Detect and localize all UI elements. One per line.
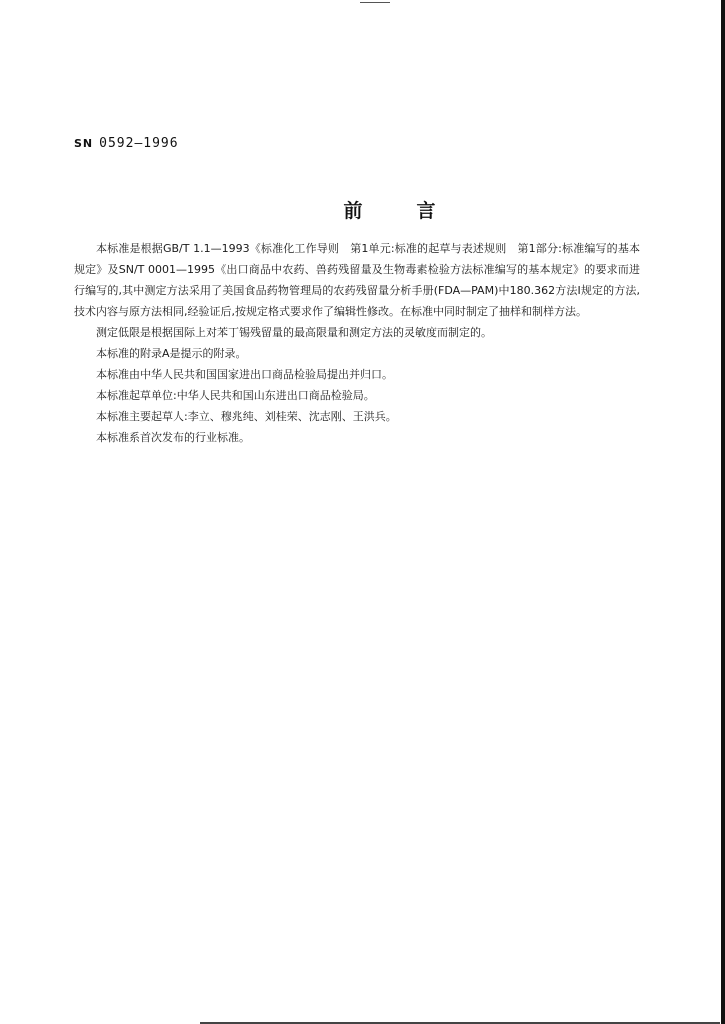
page-title: 前言 bbox=[343, 200, 490, 222]
paragraph-drafting-unit: 本标准起草单位:中华人民共和国山东进出口商品检验局。 bbox=[96, 389, 375, 402]
standard-code bbox=[74, 136, 179, 151]
paragraph-first-release: 本标准系首次发布的行业标准。 bbox=[96, 431, 250, 444]
scan-artifact-top bbox=[360, 2, 390, 3]
foreword-body bbox=[74, 238, 640, 448]
scan-edge-right bbox=[721, 0, 725, 1024]
paragraph-basis: 本标准是根据GB/T 1.1—1993《标准化工作导则 第1单元:标准的起草与表述规则 第1部分:标准编写的基本规定》及SN/T 0001—1995《出口商品中农药、兽药残留量及生物毒素检验方法标准编写的基本规定》的要求而进行编写的,其中测定方法采用了美国食品药物管理局的农药残留量分析手册(FDA—PAM)中180.362方法Ⅰ规定的方法,技术内容与原方法相同,经验证后,按规定格式要求作了编辑性修改。在标准中同时制定了抽样和制样方法。 bbox=[74, 242, 640, 318]
standard-code-number: 0592—1996 bbox=[99, 136, 179, 151]
paragraph-drafters: 本标准主要起草人:李立、穆兆纯、刘桂荣、沈志刚、王洪兵。 bbox=[96, 410, 397, 423]
standard-code-prefix: SN bbox=[74, 137, 94, 150]
paragraph-proposer: 本标准由中华人民共和国国家进出口商品检验局提出并归口。 bbox=[96, 368, 393, 381]
paragraph-detection-limit: 测定低限是根据国际上对苯丁锡残留量的最高限量和测定方法的灵敏度而制定的。 bbox=[96, 326, 492, 339]
paragraph-appendix: 本标准的附录A是提示的附录。 bbox=[96, 347, 247, 360]
